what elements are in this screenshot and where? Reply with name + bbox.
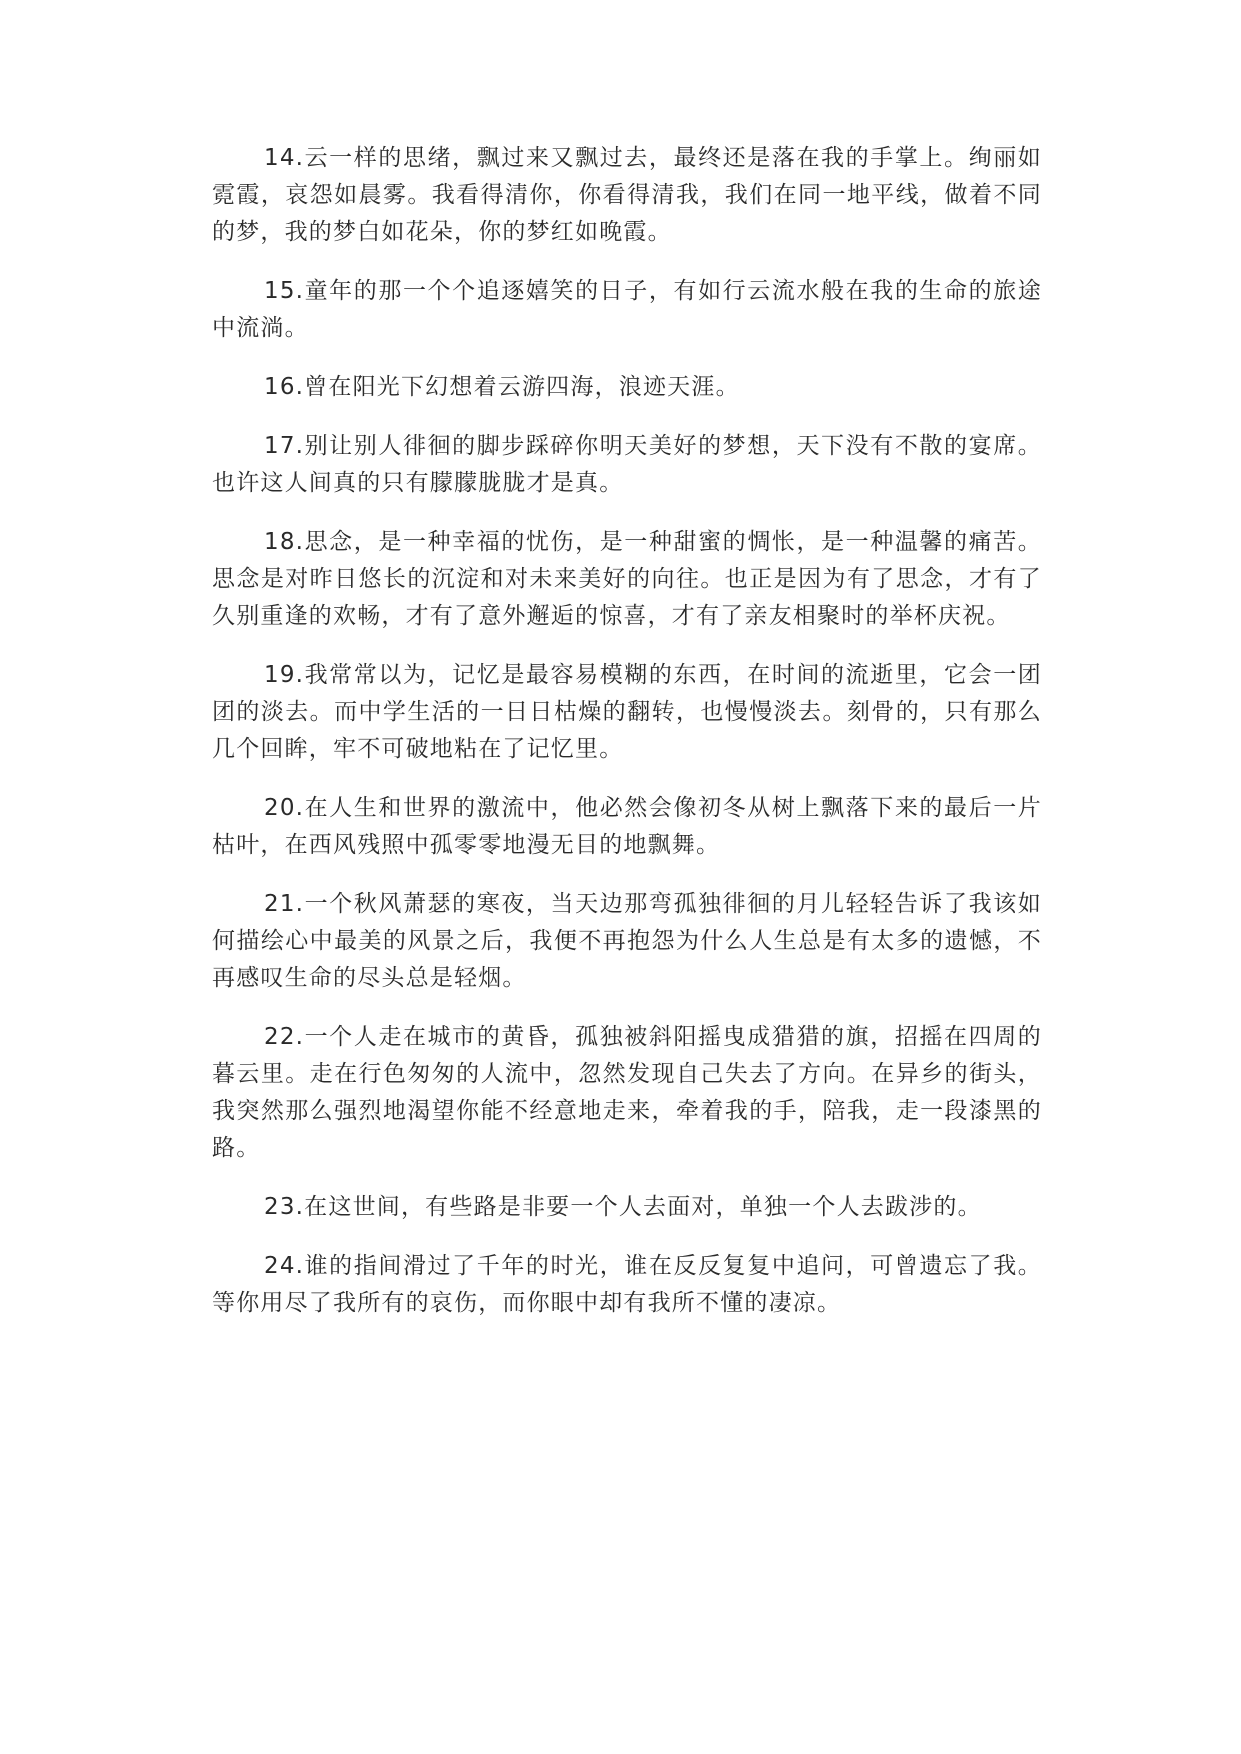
paragraph-20: 20.在人生和世界的激流中，他必然会像初冬从树上飘落下来的最后一片枯叶，在西风残照中孤零零地漫无目的地飘舞。 <box>212 795 1042 858</box>
paragraph-24: 24.谁的指间滑过了千年的时光，谁在反反复复中追问，可曾遗忘了我。等你用尽了我所有的哀伤，而你眼中却有我所不懂的凄凉。 <box>212 1253 1042 1316</box>
paragraph-18: 18.思念，是一种幸福的忧伤，是一种甜蜜的惆怅，是一种温馨的痛苦。思念是对昨日悠长的沉淀和对未来美好的向往。也正是因为有了思念，才有了久别重逢的欢畅，才有了意外邂逅的惊喜，才有了亲友相聚时的举杯庆祝。 <box>212 529 1042 629</box>
paragraph-16: 16.曾在阳光下幻想着云游四海，浪迹天涯。 <box>264 374 740 400</box>
paragraph-23: 23.在这世间，有些路是非要一个人去面对，单独一个人去跋涉的。 <box>264 1194 982 1220</box>
paragraph-22: 22.一个人走在城市的黄昏，孤独被斜阳摇曳成猎猎的旗，招摇在四周的暮云里。走在行色匆匆的人流中，忽然发现自己失去了方向。在异乡的街头，我突然那么强烈地渴望你能不经意地走来，牵着我的手，陪我，走一段漆黑的路。 <box>212 1024 1042 1161</box>
document-body <box>212 140 1042 1344</box>
paragraph-19: 19.我常常以为，记忆是最容易模糊的东西，在时间的流逝里，它会一团团的淡去。而中学生活的一日日枯燥的翻转，也慢慢淡去。刻骨的，只有那么几个回眸，牢不可破地粘在了记忆里。 <box>212 662 1042 762</box>
paragraph-17: 17.别让别人徘徊的脚步踩碎你明天美好的梦想，天下没有不散的宴席。也许这人间真的只有朦朦胧胧才是真。 <box>212 433 1042 496</box>
paragraph-15: 15.童年的那一个个追逐嬉笑的日子，有如行云流水般在我的生命的旅途中流淌。 <box>212 278 1042 341</box>
paragraph-14: 14.云一样的思绪，飘过来又飘过去，最终还是落在我的手掌上。绚丽如霓霞，哀怨如晨雾。我看得清你，你看得清我，我们在同一地平线，做着不同的梦，我的梦白如花朵，你的梦红如晚霞。 <box>212 145 1042 245</box>
paragraph-21: 21.一个秋风萧瑟的寒夜，当天边那弯孤独徘徊的月儿轻轻告诉了我该如何描绘心中最美的风景之后，我便不再抱怨为什么人生总是有太多的遗憾，不再感叹生命的尽头总是轻烟。 <box>212 891 1042 991</box>
